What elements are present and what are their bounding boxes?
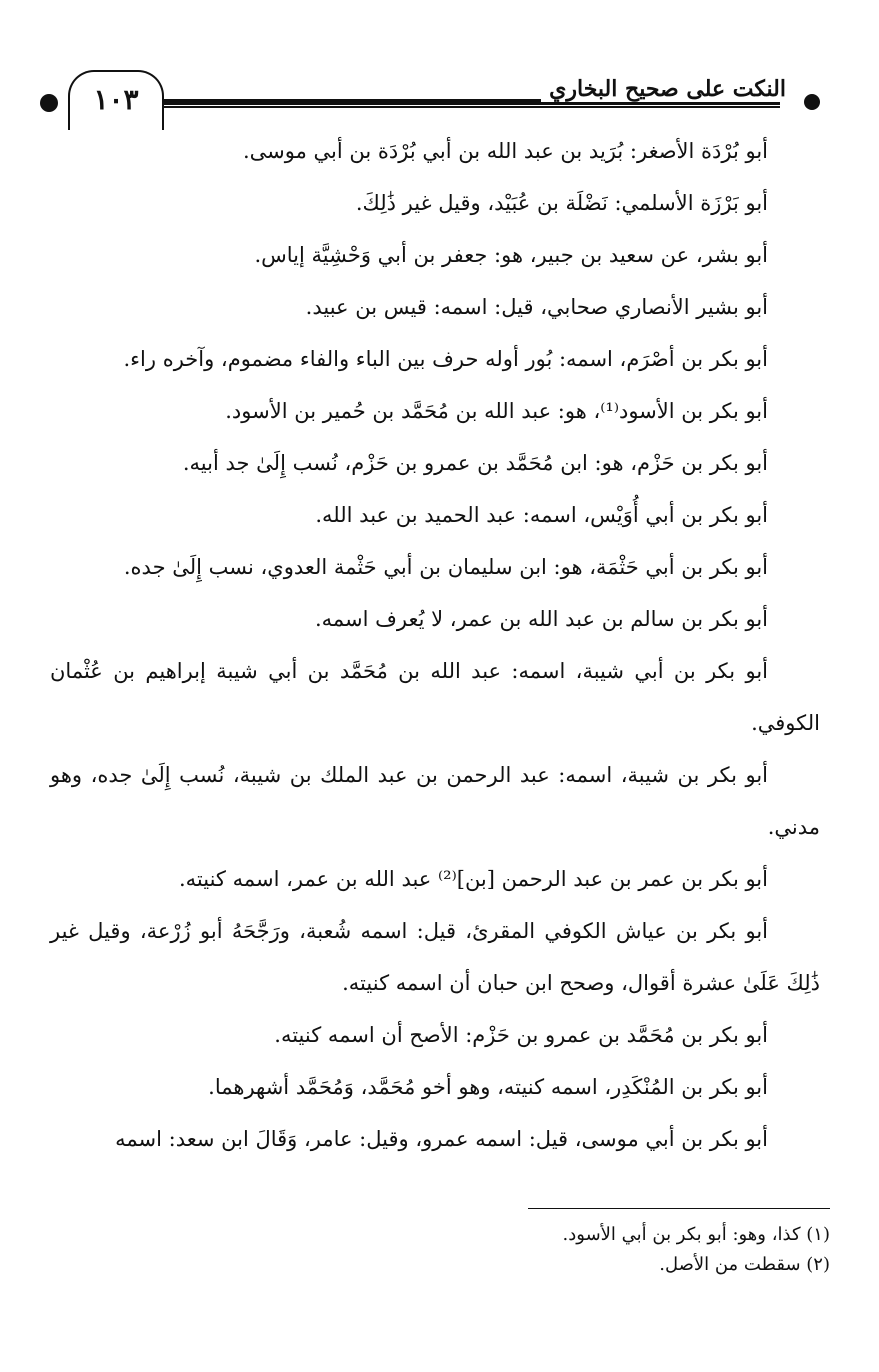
- bullet-dot-icon: [40, 94, 58, 112]
- paragraph: أبو بشر، عن سعيد بن جبير، هو: جعفر بن أبي وَحْشِيَّة إياس.: [254, 243, 768, 267]
- paragraph: أبو بكر بن أبي شيبة، اسمه: عبد الله بن مُحَمَّد بن أبي شيبة إبراهيم بن عُثْمان الكوفي.: [50, 659, 820, 735]
- paragraph: أبو بشير الأنصاري صحابي، قيل: اسمه: قيس بن عبيد.: [305, 295, 768, 319]
- paragraph: أبو بكر بن أبي أُوَيْس، اسمه: عبد الحميد بن عبد الله.: [315, 503, 768, 527]
- paragraph: أبو بكر بن سالم بن عبد الله بن عمر، لا يُعرف اسمه.: [314, 607, 768, 631]
- paragraph: أبو بكر بن مُحَمَّد بن عمرو بن حَزْم: الأصح أن اسمه كنيته.: [274, 1023, 768, 1047]
- paragraph: أبو بكر بن عياش الكوفي المقرئ، قيل: اسمه شُعبة، ورَجَّحَهُ أبو زُرْعة، وقيل غير ذَٰلِكَ عَلَىٰ عشرة أقوال، وصحح ابن حبان أن اسمه كنيته.: [50, 919, 820, 995]
- paragraph: أبو بكر بن أبي موسى، قيل: اسمه عمرو، وقيل: عامر، وَقَالَ ابن سعد: اسمه: [115, 1127, 768, 1151]
- paragraph: أبو بكر بن حَزْم، هو: ابن مُحَمَّد بن عمرو بن حَزْم، نُسب إِلَىٰ جد أبيه.: [182, 451, 768, 475]
- paragraph: أبو بَرْزَة الأسلمي: نَضْلَة بن عُبَيْد، وقيل غير ذَٰلِكَ.: [355, 191, 768, 215]
- footnote-divider: [528, 1208, 830, 1209]
- bullet-dot-icon: [804, 94, 820, 110]
- running-title: النكت على صحيح البخاري: [541, 76, 794, 102]
- paragraph: أبو بكر بن أصْرَم، اسمه: بُور أوله حرف بين الباء والفاء مضموم، وآخره راء.: [123, 347, 768, 371]
- paragraph: أبو بكر بن المُنْكَدِر، اسمه كنيته، وهو أخو مُحَمَّد، وَمُحَمَّد أشهرهما.: [208, 1075, 768, 1099]
- main-text: [50, 125, 820, 1165]
- paragraph: أبو بُرْدَة الأصغر: بُرَيد بن عبد الله بن أبي بُرْدَة بن أبي موسى.: [243, 139, 768, 163]
- footnote: (٢) سقطت من الأصل.: [659, 1254, 830, 1275]
- footnote: (١) كذا، وهو: أبو بكر بن أبي الأسود.: [562, 1224, 830, 1245]
- footnotes: [380, 1220, 830, 1280]
- paragraph: أبو بكر بن الأسود⁽¹⁾، هو: عبد الله بن مُحَمَّد بن حُمير بن الأسود.: [225, 399, 768, 423]
- paragraph: أبو بكر بن أبي حَثْمَة، هو: ابن سليمان بن أبي حَثْمة العدوي، نسب إِلَىٰ جده.: [123, 555, 768, 579]
- paragraph: أبو بكر بن شيبة، اسمه: عبد الرحمن بن عبد الملك بن شيبة، نُسب إِلَىٰ جده، وهو مدني.: [50, 763, 820, 839]
- paragraph: أبو بكر بن عمر بن عبد الرحمن [بن]⁽²⁾ عبد الله بن عمر، اسمه كنيته.: [178, 867, 768, 891]
- page-header: [30, 62, 850, 128]
- page-number: ١٠٣: [68, 70, 164, 130]
